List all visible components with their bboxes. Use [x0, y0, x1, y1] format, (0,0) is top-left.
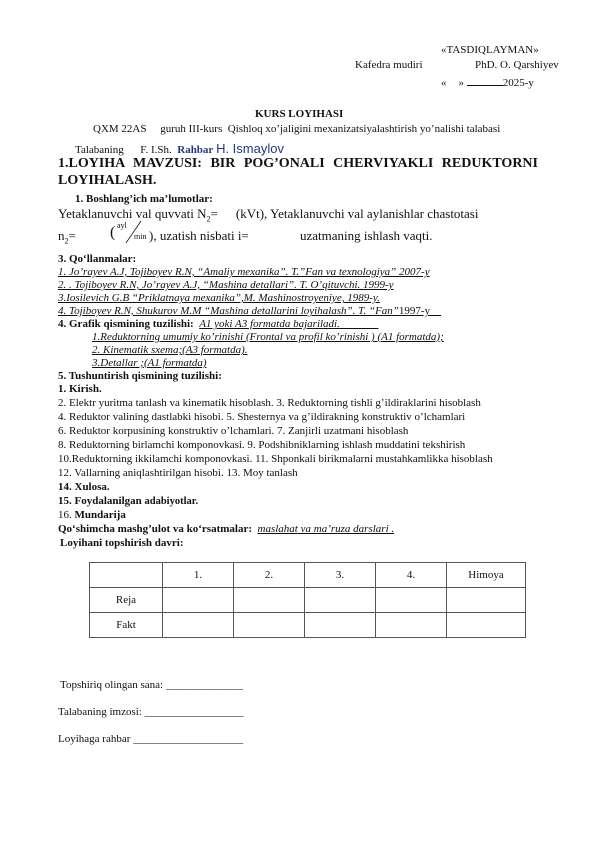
schedule-cell[interactable]: [376, 613, 447, 638]
schedule-header-cell: Himoya: [447, 563, 526, 588]
explanatory-line: 6. Reduktor korpusining konstruktiv o’lchamlari. 7. Zanjirli uzatmani hisoblash: [58, 425, 409, 437]
schedule-cell[interactable]: [234, 613, 305, 638]
schedule-header-cell: 4.: [376, 563, 447, 588]
graphics-item: 2. Kinematik sxema;(A3 formatda).: [92, 344, 248, 356]
introduction-item: 1. Kirish.: [58, 383, 102, 395]
date-year: 2025-y: [502, 77, 534, 89]
sources-item: [58, 495, 198, 507]
topic-line-1: 1.LOYIHA MAVZUSI: BIR POG’ONALI CHERVIYAKLI REDUKTORNI: [58, 156, 538, 171]
ratio-label: ), uzatish nisbati i=: [149, 228, 249, 243]
contents-word: Mundarija: [74, 509, 126, 521]
schedule-cell[interactable]: [447, 613, 526, 638]
schedule-row-label: Fakt: [90, 613, 163, 638]
graphics-format: A1 yoki A3 formatda bajariladi.: [199, 318, 340, 330]
consultation-line: [58, 523, 394, 535]
fraction-numerator: ayl: [117, 221, 127, 230]
literature-heading: 3. Qo‘llanmalar:: [58, 253, 137, 265]
power-label: Yetaklanuvchi val quvvati N: [58, 206, 207, 221]
student-name: F. I.Sh.: [140, 144, 172, 156]
schedule-header-cell: 2.: [234, 563, 305, 588]
student-label: Talabaning: [75, 144, 124, 156]
topic-line-2: LOYIHALASH.: [58, 173, 157, 188]
study-direction: Qishloq xo’jaligini mexanizatsiyalashtirish yo’nalishi talabasi: [227, 123, 501, 135]
explanatory-line: 10.Reduktorning ikkilamchi komponovkasi. 11. Shponkali birikmalarni mustahkamlikka hisoblash: [58, 453, 493, 465]
schedule-table: [89, 562, 526, 638]
contents-item: [58, 509, 126, 521]
schedule-header-cell: 1.: [163, 563, 234, 588]
schedule-header-cell: 3.: [305, 563, 376, 588]
schedule-cell[interactable]: [305, 588, 376, 613]
speed-label: [58, 228, 76, 246]
schedule-header-cell: [90, 563, 163, 588]
sources-number: 15. Foydalanilgan: [58, 495, 142, 507]
schedule-cell[interactable]: [305, 613, 376, 638]
explanatory-line: 4. Reduktor valining dastlabki hisobi. 5. Shesternya va g’ildirakning konstruktiv o’lchamlari: [58, 411, 466, 423]
schedule-cell[interactable]: [163, 588, 234, 613]
document-title: KURS LOYIHASI: [255, 108, 344, 120]
literature-item: 1. Jo’rayev A.J, Tojiboyev R.N, “Amaliy mexanika”. T.”Fan va texnologiya” 2007-y: [58, 266, 430, 278]
department-head-name: PhD. O. Qarshiyev: [475, 59, 559, 71]
speed-equals: =: [68, 228, 76, 243]
department-head-label: Kafedra mudiri: [355, 59, 423, 71]
supervisor-label: Rahbar: [177, 144, 214, 156]
schedule-row: [90, 588, 526, 613]
power-equals: =: [210, 206, 218, 221]
approval-title: «TASDIQLAYMAN»: [441, 44, 539, 56]
schedule-row: [90, 613, 526, 638]
literature-item: 3.Iosilevich G.B “Priklatnaya mexanika”,M. Mashinostroyeniye, 1989-y.: [58, 292, 380, 304]
supervisor-name: H. Ismaylov: [216, 141, 284, 156]
speed-subscript: 2: [64, 236, 69, 246]
schedule-cell[interactable]: [163, 613, 234, 638]
explanatory-line: 2. Elektr yuritma tanlash va kinematik hisoblash. 3. Reduktorning tishli g’ildiraklarini hisoblash: [58, 397, 481, 409]
consultation-value: maslahat va ma’ruza darslari .: [257, 523, 395, 535]
graphics-item: 1.Reduktorning umumiy ko’rinishi (Frontal va profil ko’rinishi ) (A1 formatda);: [92, 331, 444, 343]
explanatory-line: 8. Reduktorning birlamchi komponovkasi. 9. Podshibniklarning ishlash muddatini tekshirish: [58, 439, 466, 451]
sources-word: adabiyotlar.: [144, 496, 199, 507]
speed-symbol: n: [58, 228, 65, 243]
fraction-open-paren: (: [110, 224, 116, 241]
consultation-label: Qo‘shimcha mashg’ulot va ko‘rsatmalar:: [58, 523, 253, 535]
schedule-label: Loyihani topshirish davri:: [60, 537, 184, 549]
received-date-line: Topshiriq olingan sana: ______________: [60, 679, 243, 691]
schedule-cell[interactable]: [376, 588, 447, 613]
date-open-quote: «: [441, 77, 447, 89]
approval-date: [441, 75, 534, 89]
initial-data-heading: 1. Boshlang’ich ma’lumotlar:: [75, 193, 213, 205]
course-info: guruh III-kurs: [160, 123, 223, 135]
group-code: QXM 22AS: [93, 123, 147, 135]
student-signature-line: Talabaning imzosi: __________________: [58, 706, 244, 718]
service-life-label: uzatmaning ishlash vaqti.: [300, 228, 433, 243]
literature-item-last: [58, 305, 441, 317]
schedule-header-row: [90, 563, 526, 588]
date-close-quote: »: [458, 77, 464, 89]
explanatory-line: 12. Vallarning aniqlashtirilgan hisobi. 13. Moy tanlash: [58, 467, 298, 479]
schedule-cell[interactable]: [447, 588, 526, 613]
explanatory-heading: 5. Tushuntirish qismining tuzilishi:: [58, 370, 222, 382]
literature-item-text: 4. Tojiboyev R.N, Shukurov M.M “Mashina detallarini loyihalash”. T. “Fan”: [58, 305, 399, 317]
contents-number: 16.: [58, 509, 72, 521]
literature-item-year: 1997-y: [398, 305, 431, 317]
supervisor-signature-line: Loyihaga rahbar ____________________: [58, 733, 244, 745]
student-line: [75, 141, 284, 156]
graphics-heading: 4. Grafik qismining tuzilishi:: [58, 318, 194, 330]
fraction-denominator: min: [134, 232, 147, 241]
literature-item: 2. . Tojiboyev R.N, Jo’rayev A.J, “Mashina detallari”. T. O’qituvchi. 1999-y: [58, 279, 394, 291]
graphics-line: [58, 318, 378, 330]
graphics-item: 3.Detallar ;(A1 formatda): [92, 357, 207, 369]
conclusion-item: 14. Xulosa.: [58, 481, 110, 493]
power-unit: (kVt), Yetaklanuvchi val aylanishlar chastotasi: [235, 206, 479, 221]
power-subscript: 2: [206, 214, 211, 224]
schedule-cell[interactable]: [234, 588, 305, 613]
schedule-row-label: Reja: [90, 588, 163, 613]
student-group-line: [93, 123, 500, 135]
